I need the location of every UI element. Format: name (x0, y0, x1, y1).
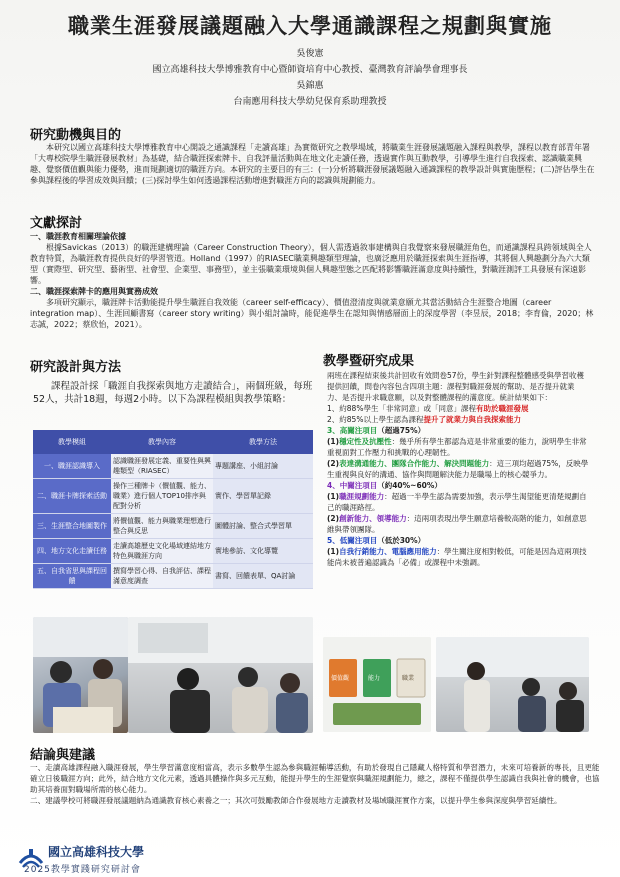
method-cell: 實地參訪、文化導覽 (213, 539, 313, 564)
content-cell: 認識職涯發展定義、重要性與興趣類型（RIASEC） (111, 454, 213, 479)
photo-career-cards-graphic (323, 637, 431, 732)
motivation-text: 本研究以國立高雄科技大學博雅教育中心開設之通識課程「走讀高雄」為實徵研究之教學場域，將職業生涯發展議題融入課程與教學，課程以教育部青年署「大專校院學生職涯發展教材」為基礎，結合職涯探索牌卡、自我評量活動與在地文化走讀任務，透過實作與互動教學，引導學生進行自我探索、認識職業興趣、覺察價值觀與能力優勢，進而規劃適切的職涯方向。本研究的主要目的有三：(一)分析將職涯發展議題融入通識課程的教學設計與實施歷程；(二)評估學生在參與課程後的學習成效與回饋；(三)探討學生如何透過課程活動增進對職涯方向的認識與規劃能力。 (30, 143, 595, 185)
motivation-heading: 研究動機與目的 (30, 128, 122, 143)
footer (0, 842, 620, 877)
results-item1: 1、約88%學生「非常同意」或「同意」課程有助於職涯發展 (327, 404, 529, 413)
table-row (33, 479, 313, 514)
results-item4: 4、中關注項目（約40%~60%） (327, 481, 442, 490)
card-label-values: 價值觀 (331, 675, 350, 682)
card-label-career: 職業 (402, 675, 415, 682)
content-cell: 操作三種牌卡（價值觀、能力、職業）進行個人TOP10排序與配對分析 (111, 479, 213, 514)
table-row (33, 454, 313, 479)
content-cell: 走讀高雄歷史文化場域連結地方特色與職涯方向 (111, 539, 213, 564)
footer-event-name: 2025教學實踐研究研討會 (24, 865, 141, 875)
design-heading: 研究設計與方法 (30, 360, 122, 375)
results-body: 兩班在課程結束後共計回收有效問卷57份，學生針對課程整體感受與學習收穫提供回饋，問卷內容包含四項主題：課程對職涯發展的幫助、是否提升就業力、是否提升求職意願，以及對整體課程的滿意度。統計結果如下： 1、約88%學生「非常同意」或「同意」課程有助於職涯發展 2、約85%以上學生認為課程提升了就業力與自我探索能力 3、高關注項目（超過75%） (1)穩定性及抗壓性：幾乎所有學生都認為這是非常重要的能力，說明學生非常重視面對工作壓力和挑戰的心理韌性。 (2)表達溝通能力、團隊合作能力、解決問題能力：這三項均超過75%，反映學生重視與良好的溝通、協作與問題解決能力是職場上的核心競爭力。 4、中關注項目（約40%~60%） (1)職涯規劃能力：超過一半學生認為需要加強，表示學生渴望能更清楚規劃自己的職涯路徑。 (2)創新能力、領導能力：這兩項表現出學生願意培養較高階的能力，如創意思維與帶領團隊。 5、低關注項目（低於30%） (1)自我行銷能力、電腦應用能力：學生關注度相對較低，可能是因為這兩項技能尚未被普遍認識為「必備」或課程中未強調。 (327, 371, 589, 567)
literature-sub2: 二、職涯探索牌卡的應用與實務成效 (30, 287, 158, 296)
content-cell: 將價值觀、能力與職業理想進行整合與反思 (111, 514, 213, 539)
results-item5: 5、低關注項目（低於30%） (327, 536, 426, 545)
affiliation-2: 台南應用科技大學幼兒保育系助理教授 (233, 97, 387, 107)
affiliation-1: 國立高雄科技大學博雅教育中心暨師資培育中心教授、臺灣教育評論學會理事長 (152, 65, 468, 75)
design-text: 課程設計採「職涯自我探索與地方走讀結合」，兩個班級，每班52人，共計18週，每週2小時。以下為課程模組與教學策略： (33, 381, 313, 405)
literature-sub1: 一、職涯教育相關理論依據 (30, 232, 126, 241)
method-cell: 書寫、回饋表單、QA討論 (213, 564, 313, 589)
photo-presentation-graphic (436, 637, 589, 732)
conclusion-text-2: 二、建議學校可將職涯發展議題納為通識教育核心素養之一；其次可鼓勵教師合作發展地方走讀教材及場域職涯實作方案，以提升學生參與深度與學習延續性。 (30, 796, 562, 805)
photo-classroom (128, 617, 313, 733)
table-header-module: 教學模組 (33, 430, 111, 454)
results-intro: 兩班在課程結束後共計回收有效問卷57份，學生針對課程整體感受與學習收穫提供回饋，問卷內容包含四項主題：課程對職涯發展的幫助、是否提升就業力、是否提升求職意願，以及對整體課程的滿意度。統計結果如下： (327, 371, 585, 402)
method-cell: 實作、學習單記錄 (213, 479, 313, 514)
results-item3: 3、高關注項目（超過75%） (327, 426, 426, 435)
results-heading: 教學暨研究成果 (323, 354, 415, 369)
photo-presentation (436, 637, 589, 732)
author-2: 吳錦惠 (296, 81, 324, 91)
module-cell: 四、地方文化走讀任務 (33, 539, 111, 564)
method-cell: 圖體討論、整合式學習單 (213, 514, 313, 539)
photo-career-cards (323, 637, 431, 732)
conclusion-body (30, 762, 605, 806)
module-cell: 二、職涯卡牌探索活動 (33, 479, 111, 514)
author-1: 吳俊憲 (296, 49, 324, 59)
literature-heading: 文獻探討 (30, 216, 83, 231)
module-table (33, 430, 313, 589)
card-label-ability: 能力 (368, 675, 381, 682)
content-cell: 撰寫學習心得、自我評估、課程滿意度調查 (111, 564, 213, 589)
table-row (33, 539, 313, 564)
poster-title: 職業生涯發展議題融入大學通識課程之規劃與實施 (68, 14, 552, 38)
module-cell: 五、自我省思與課程回饋 (33, 564, 111, 589)
photo-students-working-graphic (33, 617, 128, 733)
table-header-method: 教學方法 (213, 430, 313, 454)
literature-body (30, 231, 597, 330)
table-row (33, 564, 313, 589)
conclusion-text-1: 一、走讀高雄課程融入職涯發展，學生學習滿意度相當高，表示多數學生認為參與職涯輔導活動，有助於發現自己隱藏人格特質和學習潛力，未來可培養新的專長，且更能確立日後職涯方向；此外，結合地方文化元素，透過具體操作與多元互動，能提升學生的生涯覺察與職涯規劃能力，總之，課程不僅提供學生認識自我與社會的機會，也協助其培養面對職場所需的核心能力。 (30, 763, 600, 794)
literature-text1: 根據Savickas（2013）的職涯建構理論（Career Construction Theory），個人需透過敘事建構與自我覺察來發展職涯角色，而通識課程具跨領域與全人教育特質，為職涯教育提供良好的學習管道。Holland（1997）的RIASEC職業興趣類型理論，也廣泛應用於職涯探索與生涯指導，其將個人興趣劃分為六大類型（實際型、研究型、藝術型、社會型、企業型、事務型），並主張職業環境與個人興趣型態之匹配將影響職涯滿意度與持續性，對職涯測評工具發展有深遠影響。 (30, 243, 592, 285)
module-cell: 三、生涯整合地圖製作 (33, 514, 111, 539)
photo-classroom-graphic (128, 617, 313, 733)
table-header-content: 教學內容 (111, 430, 213, 454)
results-item2: 2、約85%以上學生認為課程提升了就業力與自我探索能力 (327, 415, 521, 424)
photo-students-working (33, 617, 128, 733)
conclusion-heading: 結論與建議 (30, 748, 96, 763)
table-row (33, 514, 313, 539)
module-cell: 一、職涯認識導入 (33, 454, 111, 479)
footer-school-name: 國立高雄科技大學 (48, 845, 145, 859)
method-cell: 專題講座、小組討論 (213, 454, 313, 479)
author-block (0, 46, 620, 110)
table-header-row (33, 430, 313, 454)
literature-text2: 多項研究顯示，職涯牌卡活動能提升學生職涯自我效能（career self-efficacy）、價值澄清度與就業意願尤其當活動結合生涯整合地圖（career integration map）、生涯回顧書寫（career story writing）與小組討論時，能促進學生在認知與情感層面上的深度學習（李昱辰，2018；李育倫，2020；林志誠，2022；蔡欣怡，2021）。 (30, 298, 594, 329)
